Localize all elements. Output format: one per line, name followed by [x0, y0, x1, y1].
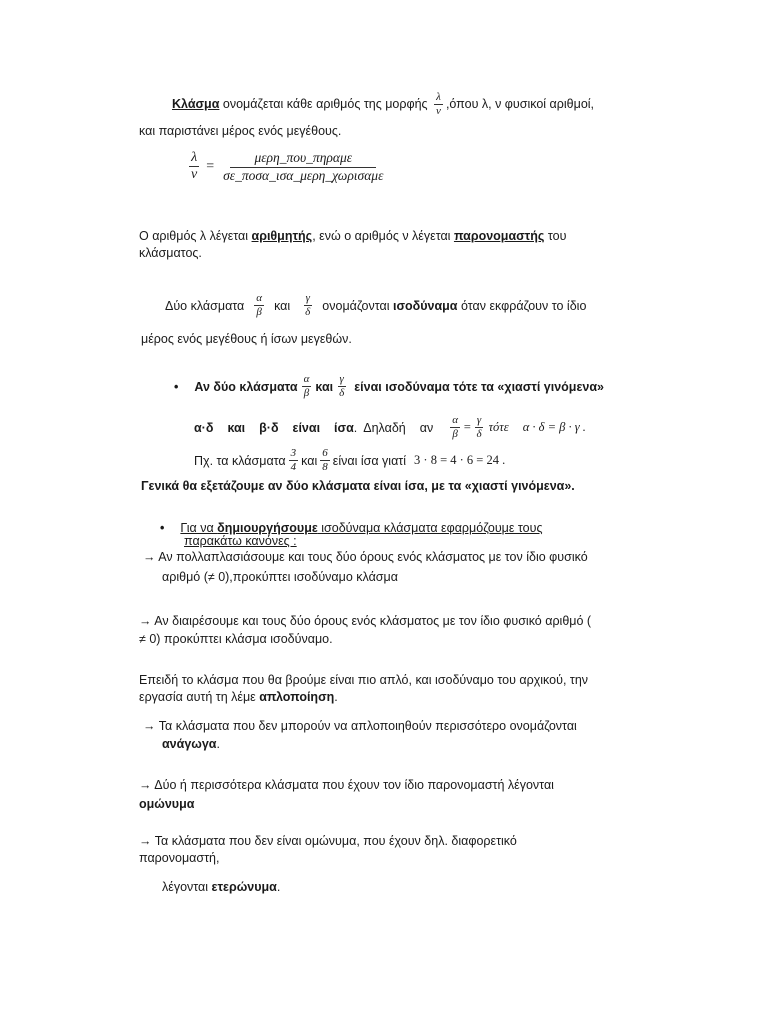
example-and: και	[301, 453, 318, 468]
fraction-alpha-beta	[254, 293, 264, 318]
product-bd: β·δ	[259, 420, 279, 435]
product-ad: α·δ	[194, 420, 214, 435]
formula-rhs	[221, 151, 385, 182]
cross-text: Αν δύο κλάσματα	[194, 379, 298, 394]
cross-and-2: και	[227, 420, 246, 435]
rules-text: Για να	[180, 521, 218, 535]
frac-num: α	[256, 292, 263, 304]
terms-text: Ο αριθμός λ λέγεται	[139, 229, 252, 243]
example-calc: 3 · 8 = 4 · 6 = 24 .	[414, 453, 506, 467]
cross-and: και	[315, 379, 334, 394]
frac-den: 4	[290, 461, 297, 473]
term-fraction: Κλάσμα	[172, 96, 220, 111]
example-text: Πχ. τα κλάσματα	[194, 453, 286, 468]
cross-dot: .	[353, 420, 358, 435]
frac-den: δ	[305, 306, 311, 318]
unlike-dot: .	[276, 880, 281, 894]
fraction-gamma-delta	[337, 374, 346, 399]
rules-line-1	[160, 521, 542, 535]
div-rule-line-2: ≠ 0) προκύπτει κλάσμα ισοδύναμο.	[139, 632, 333, 646]
formula-lhs	[189, 151, 199, 182]
cross-namely: Δηλαδή	[363, 420, 406, 435]
cross-are: είναι	[292, 420, 321, 435]
cross-line-2	[194, 415, 586, 440]
irreducible-line-1: → Τα κλάσματα που δεν μπορούν να απλοποιηθούν περισσότερο ονομάζονται	[143, 719, 577, 733]
general-statement: Γενικά θα εξετάζουμε αν δύο κλάσματα είναι ίσα, με τα «χιαστί γινόμενα».	[141, 479, 575, 493]
term-numerator: αριθμητής	[251, 229, 313, 243]
unlike-text: λέγονται	[162, 880, 212, 894]
equivalent-and: και	[274, 298, 291, 313]
rules-text-2: ισοδύναμα κλάσματα εφαρμόζουμε τους	[317, 521, 543, 535]
frac-den: 8	[322, 461, 328, 473]
frac-den: ν	[436, 105, 441, 117]
term-create: δημιουργήσουμε	[217, 521, 318, 535]
equivalent-line-1	[165, 293, 586, 318]
lhs-num: λ	[191, 150, 198, 165]
rules-line-2	[184, 534, 297, 548]
term-denominator: παρονομαστής	[453, 229, 545, 243]
cross-if: αν	[419, 420, 434, 435]
equivalent-text: Δύο κλάσματα	[165, 298, 245, 313]
term-unlike: ετερώνυμα	[211, 880, 277, 894]
terms-line-1	[139, 229, 566, 243]
frac-num: 3	[290, 447, 297, 459]
frac-num: α	[452, 414, 459, 426]
fraction-6-8	[320, 448, 330, 473]
term-equal: ίσα	[334, 420, 354, 435]
cross-product-equation: α · δ = β · γ .	[522, 420, 586, 434]
rules-text-3: παρακάτω κανόνες :	[184, 534, 297, 548]
simplify-dot: .	[334, 690, 338, 704]
frac-den: β	[452, 428, 458, 440]
frac-num: γ	[305, 292, 310, 304]
bullet-icon	[160, 521, 180, 535]
cross-text-2: είναι ισοδύναμα τότε τα «χιαστί γινόμενα»	[354, 379, 604, 394]
div-rule-line-1: → Αν διαιρέσουμε και τους δύο όρους ενός κλάσματος με τον ίδιο φυσικό αριθμό (	[139, 614, 592, 628]
equivalent-text-2: ονομάζονται	[322, 298, 393, 313]
unlike-line-2: παρονομαστή,	[139, 851, 220, 865]
fraction-lambda-nu	[434, 92, 443, 117]
frac-den: β	[256, 306, 262, 318]
cross-equation: $\frac{\alpha}{\beta}$ = $\frac{\gamma}{\delta}$ τότε α · δ = β · γ .	[452, 414, 586, 440]
simplify-text: εργασία αυτή τη λέμε	[139, 690, 260, 704]
cross-line-1	[174, 374, 604, 399]
fraction-3-4	[289, 448, 299, 473]
simplify-line-2	[139, 690, 338, 704]
terms-line-2: κλάσματος.	[139, 246, 202, 260]
frac-num: γ	[476, 414, 482, 426]
equivalent-line-2: μέρος ενός μεγέθους ή ίσων μεγεθών.	[141, 332, 352, 346]
frac-den: β	[303, 387, 310, 399]
fraction-alpha-beta	[302, 374, 312, 399]
lhs-den: ν	[191, 167, 198, 182]
unlike-line-1: → Τα κλάσματα που δεν είναι ομώνυμα, που έχουν δηλ. διαφορετικό	[139, 834, 517, 848]
terms-text-3: του	[544, 229, 567, 243]
irreducible-line-2	[162, 737, 220, 751]
like-line-2	[139, 797, 194, 811]
term-equivalent: ισοδύναμα	[393, 298, 458, 313]
formula-equals: =	[206, 158, 215, 174]
mult-rule-line-1: → Αν πολλαπλασιάσουμε και τους δύο όρους ενός κλάσματος με τον ίδιο φυσικό	[143, 550, 588, 564]
fraction-gamma-delta	[474, 415, 483, 440]
frac-den: δ	[476, 428, 482, 440]
rhs-num: μερη_που_πηραμε	[230, 151, 376, 168]
frac-num: λ	[436, 91, 441, 103]
rhs-den: σε_ποσα_ισα_μερη_χωρισαμε	[223, 167, 384, 183]
unlike-line-3	[162, 880, 280, 894]
fraction-gamma-delta	[303, 293, 312, 318]
term-like: ομώνυμα	[139, 797, 195, 811]
fraction-alpha-beta	[450, 415, 460, 440]
example-text-2: είναι ίσα γιατί	[332, 453, 407, 468]
cross-then: τότε	[488, 420, 509, 434]
definition-text: ονομάζεται κάθε αριθμός της μορφής	[219, 96, 428, 111]
frac-num: α	[303, 373, 310, 385]
definition-line-2: και παριστάνει μέρος ενός μεγέθους.	[139, 124, 342, 138]
term-simplify: απλοποίηση	[259, 690, 335, 704]
frac-num: 6	[322, 447, 328, 459]
irreducible-dot: .	[216, 737, 220, 751]
definition-text-end: ,όπου λ, ν φυσικοί αριθμοί,	[445, 96, 595, 111]
frac-den: δ	[339, 387, 345, 399]
equivalent-text-3: όταν εκφράζουν το ίδιο	[457, 298, 587, 313]
fraction-formula	[186, 151, 388, 182]
definition-line-1	[172, 92, 594, 117]
mult-rule-line-2: αριθμό (≠ 0),προκύπτει ισοδύναμο κλάσμα	[162, 570, 398, 584]
cross-example	[194, 448, 505, 473]
term-irreducible: ανάγωγα	[162, 737, 217, 751]
simplify-line-1: Επειδή το κλάσμα που θα βρούμε είναι πιο απλό, και ισοδύναμο του αρχικού, την	[139, 673, 589, 687]
terms-text-2: , ενώ ο αριθμός ν λέγεται	[312, 229, 454, 243]
frac-num: γ	[339, 373, 344, 385]
like-line-1: → Δύο ή περισσότερα κλάσματα που έχουν τον ίδιο παρονομαστή λέγονται	[139, 778, 554, 792]
bullet-icon	[174, 380, 194, 394]
